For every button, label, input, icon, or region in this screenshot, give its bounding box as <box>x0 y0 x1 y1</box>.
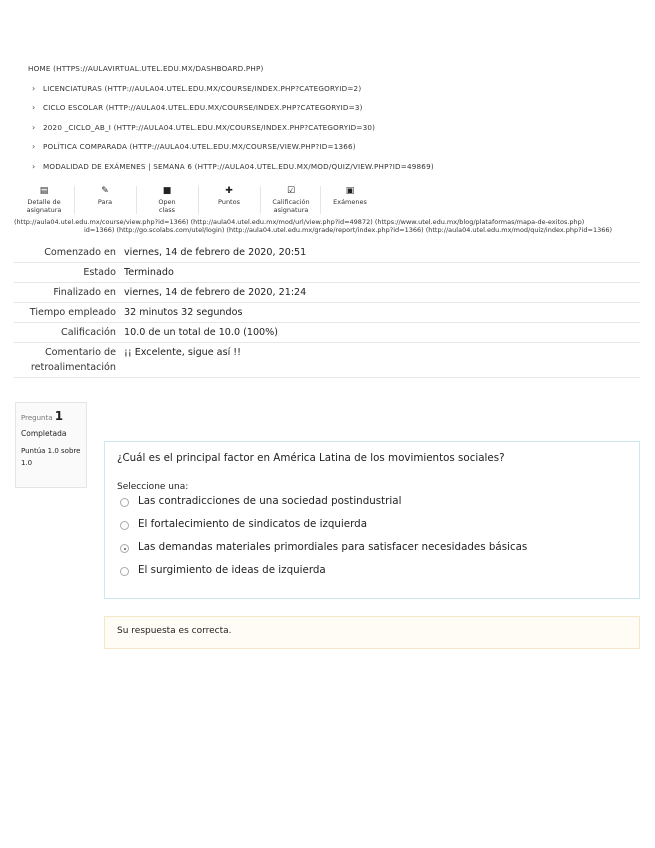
chevron-right-icon: › <box>32 142 36 151</box>
summary-row <box>14 243 640 263</box>
button-label: Open <box>158 198 176 206</box>
chevron-right-icon: › <box>32 83 36 93</box>
answer-label: Las demandas materiales primordiales para satisfacer necesidades básicas <box>138 541 528 553</box>
answer-option[interactable] <box>117 492 627 515</box>
answer-prompt: Seleccione una: <box>117 482 189 492</box>
question-number <box>21 409 81 423</box>
chevron-right-icon: › <box>32 161 36 171</box>
attempt-summary-table <box>14 243 640 378</box>
summary-value: Terminado <box>120 263 640 283</box>
question-text: ¿Cuál es el principal factor en América Latina de los movimientos sociales? <box>117 452 505 464</box>
summary-label: Estado <box>14 263 120 283</box>
course-icon-bar <box>14 186 654 234</box>
summary-value: ¡¡ Excelente, sigue así !! <box>120 343 640 378</box>
summary-label: Finalizado en <box>14 283 120 303</box>
answer-label: El surgimiento de ideas de izquierda <box>138 564 326 576</box>
breadcrumb-label: CICLO ESCOLAR (HTTP://AULA04.UTEL.EDU.MX/COURSE/INDEX.PHP?CATEGORYID=3) <box>43 103 363 112</box>
course-details-icon: ▤ <box>39 186 49 196</box>
summary-value: 32 minutos 32 segundos <box>120 303 640 323</box>
button-label: Puntos <box>218 198 240 206</box>
answer-option[interactable] <box>117 561 627 584</box>
summary-value: viernes, 14 de febrero de 2020, 20:51 <box>120 243 640 263</box>
question-status: Completada <box>21 429 67 438</box>
question-points: Puntúa 1.0 sobre 1.0 <box>21 447 81 467</box>
radio-button[interactable] <box>120 567 129 576</box>
icon-bar-links[interactable] <box>14 218 612 234</box>
puntos-button[interactable] <box>199 186 259 206</box>
breadcrumb-ciclo-ab-link[interactable] <box>28 121 434 141</box>
links-line: (http://aula04.utel.edu.mx/course/view.php?id=1366) (http://aula04.utel.edu.mx/mod/url/view.php?id=49872) (https://www.utel.edu.mx/blog/plataformas/mapa-de-exitos.php) <box>14 218 585 226</box>
course-details-button[interactable] <box>14 186 74 214</box>
radio-button-selected[interactable] <box>120 544 129 553</box>
summary-row <box>14 283 640 303</box>
breadcrumb-home-link[interactable] <box>28 62 434 82</box>
answer-label: El fortalecimiento de sindicatos de izquierda <box>138 518 368 530</box>
summary-label: Comentario de retroalimentación <box>14 343 120 378</box>
checkbox-icon: ☑ <box>286 186 296 196</box>
answer-option[interactable] <box>117 538 627 561</box>
breadcrumb-label: MODALIDAD DE EXÁMENES | SEMANA 6 (HTTP://AULA04.UTEL.EDU.MX/MOD/QUIZ/VIEW.PHP?ID=49869) <box>43 161 434 171</box>
breadcrumb-licenciaturas-link[interactable] <box>28 82 434 102</box>
summary-label: Comenzado en <box>14 243 120 263</box>
question-box <box>104 441 640 599</box>
summary-label: Tiempo empleado <box>14 303 120 323</box>
breadcrumb-label: POLÍTICA COMPARADA (HTTP://AULA04.UTEL.EDU.MX/COURSE/VIEW.PHP?ID=1366) <box>43 142 356 151</box>
plus-icon: ✚ <box>225 186 233 196</box>
radio-button[interactable] <box>120 521 129 530</box>
chevron-right-icon: › <box>32 122 36 132</box>
breadcrumb-quiz-link[interactable] <box>28 160 434 180</box>
exams-button[interactable] <box>320 186 380 206</box>
answer-option[interactable] <box>117 515 627 538</box>
breadcrumb-course-link[interactable] <box>28 140 434 160</box>
breadcrumb-label: 2020 _CICLO_AB_I (HTTP://AULA04.UTEL.EDU.MX/COURSE/INDEX.PHP?CATEGORYID=30) <box>43 122 376 132</box>
breadcrumb <box>28 62 434 179</box>
button-label: class <box>158 206 176 214</box>
summary-label: Calificación <box>14 323 120 343</box>
button-label: asignatura <box>273 206 309 214</box>
answer-label: Las contradicciones de una sociedad postindustrial <box>138 495 402 507</box>
button-label: asignatura <box>26 206 62 214</box>
video-camera-icon: ■ <box>162 186 172 196</box>
button-label: Detalle de <box>27 198 61 206</box>
summary-value: 10.0 de un total de 10.0 (100%) <box>120 323 640 343</box>
links-line: id=1366) (http://go.scolabs.com/utel/login) (http://aula04.utel.edu.mx/grade/report/index.php?id=1366) (http://aula04.utel.edu.mx/mod/quiz/index.php?id=1366) <box>84 226 613 234</box>
question-info-panel <box>15 402 87 488</box>
para-button[interactable] <box>75 186 135 206</box>
feedback-text: Su respuesta es correcta. <box>117 626 232 636</box>
summary-row <box>14 263 640 283</box>
clipboard-icon: ▣ <box>345 186 355 196</box>
chevron-right-icon: › <box>32 103 36 112</box>
button-label: Para <box>97 198 113 206</box>
summary-row <box>14 343 640 378</box>
breadcrumb-ciclo-escolar-link[interactable] <box>28 101 434 121</box>
open-class-button[interactable] <box>137 186 197 214</box>
question-number-value: 1 <box>54 409 64 423</box>
paperclip-icon: ✎ <box>101 186 109 196</box>
breadcrumb-label: HOME (HTTPS://AULAVIRTUAL.UTEL.EDU.MX/DASHBOARD.PHP) <box>28 64 264 73</box>
question-number-label: Pregunta <box>21 414 53 422</box>
button-label: Exámenes <box>333 198 367 206</box>
button-label: Calificación <box>272 198 310 206</box>
feedback-box <box>104 616 640 649</box>
summary-value: viernes, 14 de febrero de 2020, 21:24 <box>120 283 640 303</box>
summary-row <box>14 303 640 323</box>
radio-button[interactable] <box>120 498 129 507</box>
summary-row <box>14 323 640 343</box>
grades-button[interactable] <box>261 186 321 214</box>
breadcrumb-label: LICENCIATURAS (HTTP://AULA04.UTEL.EDU.MX/COURSE/INDEX.PHP?CATEGORYID=2) <box>43 83 362 93</box>
